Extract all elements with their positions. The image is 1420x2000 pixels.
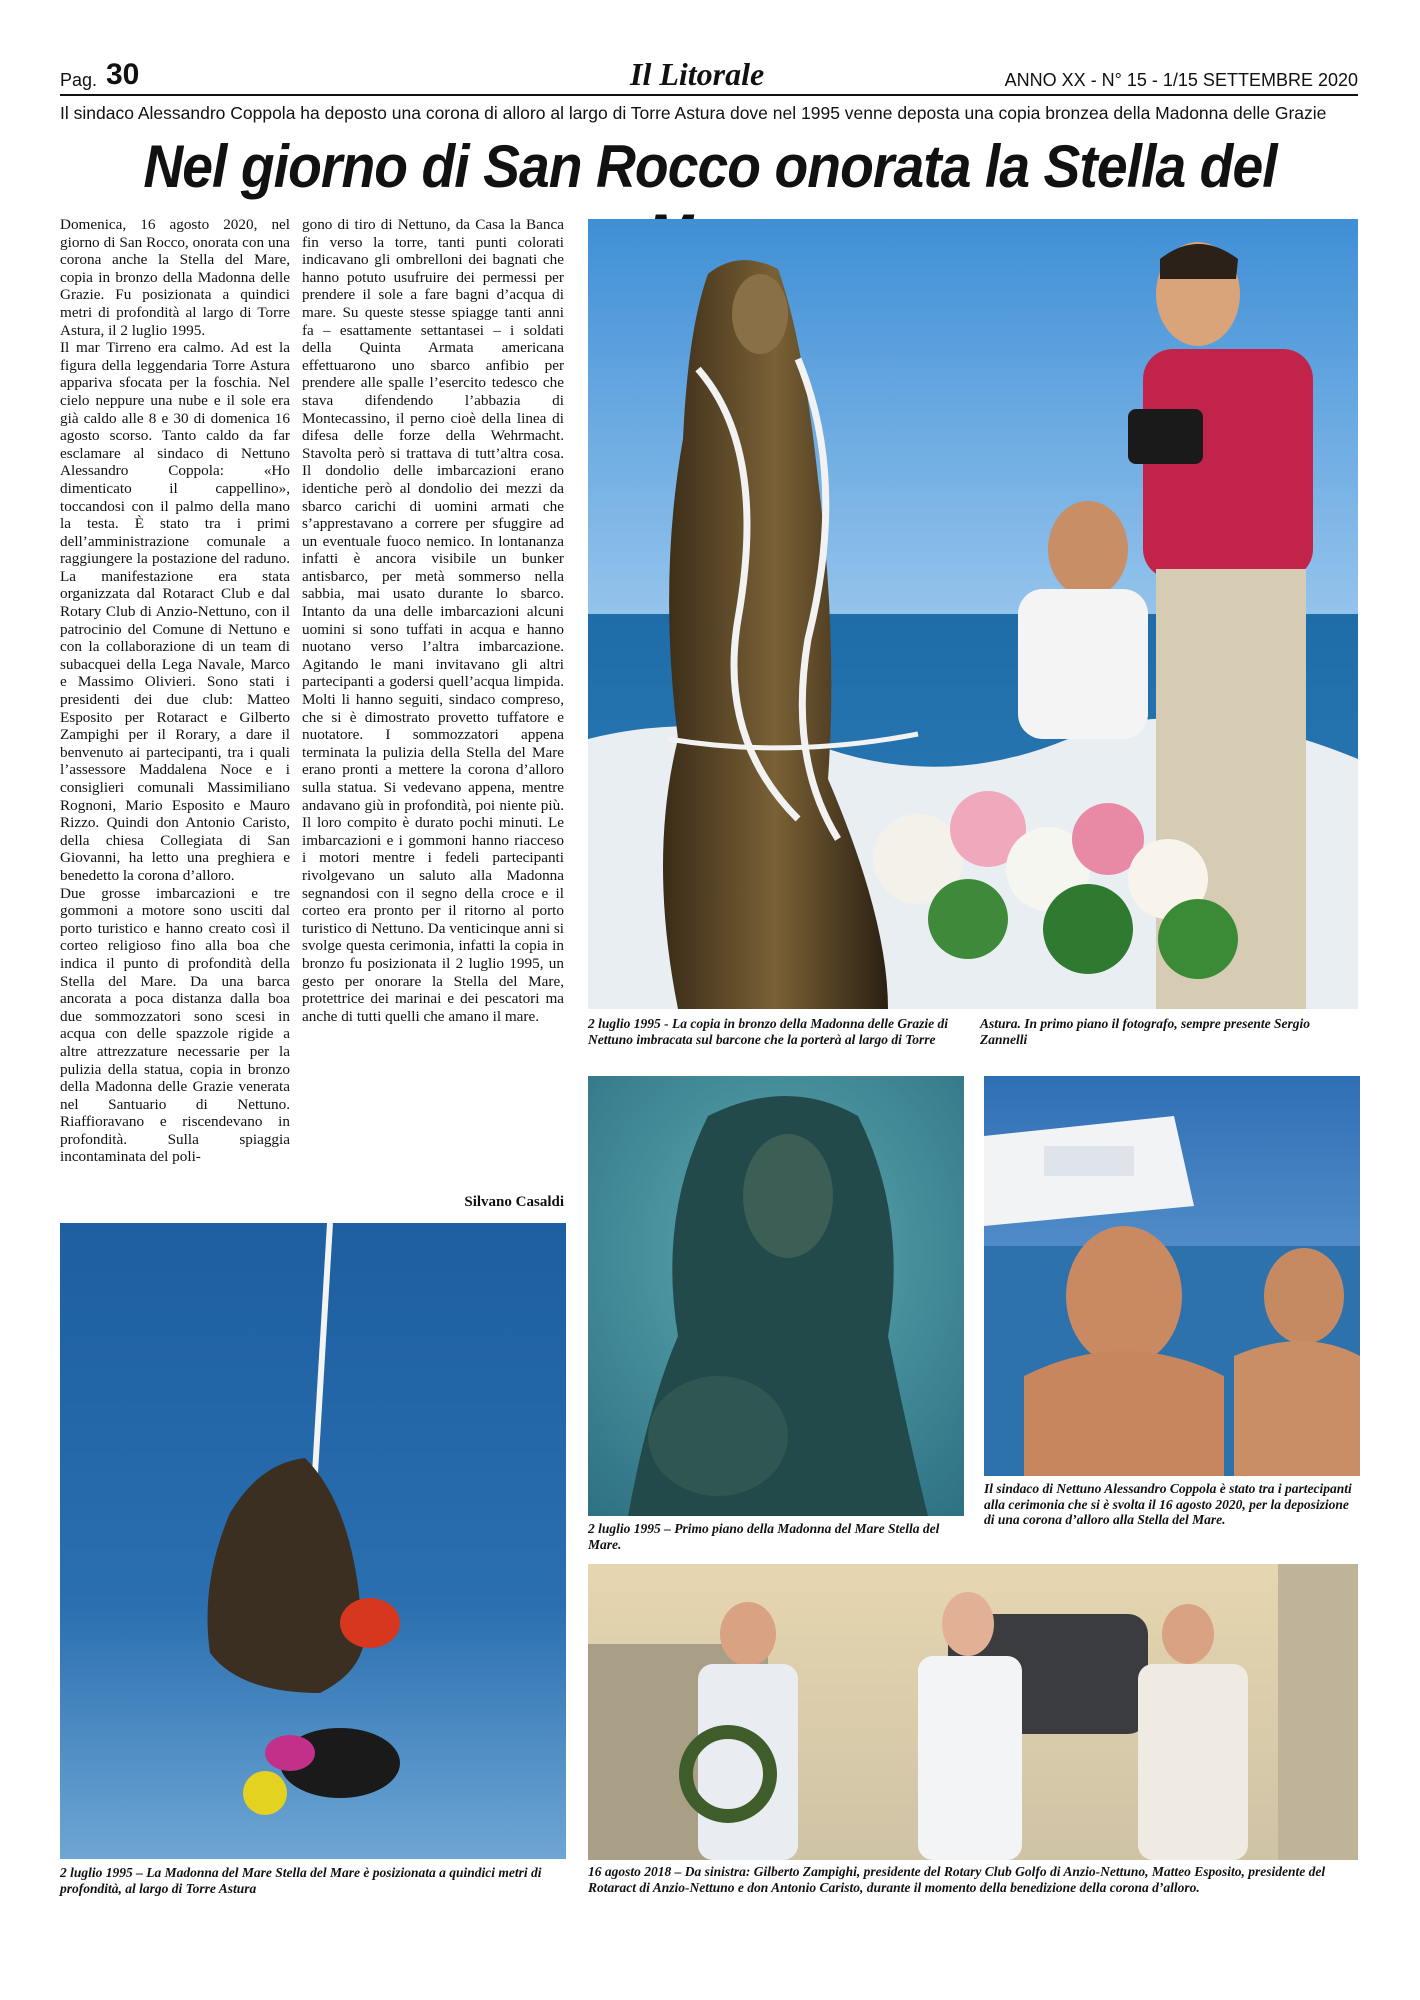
- photo-mayor-swim: [984, 1076, 1360, 1476]
- photo-presidents-image: [588, 1564, 1358, 1860]
- photo-statue-closeup-image: [588, 1076, 964, 1516]
- header-rule: [60, 94, 1358, 96]
- caption-mayor-swim: Il sindaco di Nettuno Alessandro Coppola è stato tra i partecipanti alla cerimonia che si è svolta il 16 agosto 2020, per la deposizione di una corona d’alloro alla Stella del Mare.: [984, 1481, 1352, 1527]
- caption-presidents: 16 agosto 2018 – Da sinistra: Gilberto Zampighi, presidente del Rotary Club Golfo di Anzio-Nettuno, Matteo Esposito, presidente del Rotaract di Anzio-Nettuno e don Antonio Caristo, durante il momento della benedizione della corona d’alloro.: [588, 1864, 1326, 1895]
- page-label: Pag.: [60, 70, 98, 90]
- kicker: Il sindaco Alessandro Coppola ha deposto una corona di alloro al largo di Torre Astura dove nel 1995 venne deposta una copia bronzea della Madonna delle Grazie: [60, 103, 1327, 123]
- paragraph: Due grosse imbarcazioni e tre gommoni a motore sono usciti dal porto turistico e hanno creato così il corteo religioso fino alla boa che indica il punto di profondità della Stella del Mare. Da una barca ancorata a poca distanza dalla boa due sommozzatori sono scesi in acqua con delle spazzole rigide a altre attrezzature necessarie per la pulizia della statua, copia in bronzo della Madonna delle Grazie venerata nel Santuario di Nettuno. Riaffioravano e riscendevano in profondità. Sulla spiaggia incontaminata del poli-: [60, 884, 290, 1166]
- caption-divers: 2 luglio 1995 – La Madonna del Mare Stella del Mare è posizionata a quindici metri di profondità, al largo di Torre Astura: [60, 1865, 542, 1896]
- photo-mayor-swim-image: [984, 1076, 1360, 1476]
- photo-divers-image: [60, 1223, 566, 1859]
- photo-statue-closeup: [588, 1076, 964, 1516]
- article-column-2: [302, 216, 564, 1216]
- masthead: Il Litorale: [630, 56, 765, 92]
- photo-statue-on-boat: [588, 219, 1358, 1009]
- issue-info: ANNO XX - N° 15 - 1/15 SETTEMBRE 2020: [1004, 70, 1358, 90]
- paragraph: Domenica, 16 agosto 2020, nel giorno di San Rocco, onorata con una corona anche la Stella del Mare, copia in bronzo della Madonna delle Grazie. Fu posizionata a quindici metri di profondità al largo di Torre Astura, il 2 luglio 1995.: [60, 216, 290, 339]
- article-column-1: [60, 216, 290, 1216]
- paragraph: Il mar Tirreno era calmo. Ad est la figura della leggendaria Torre Astura appariva sfocata per la foschia. Nel cielo neppure una nube e il sole era già caldo alle 8 e 30 di domenica 16 agosto scorso. Tanto caldo da far esclamare al sindaco di Nettuno Alessandro Coppola: «Ho dimenticato il cappellino», toccandosi con il palmo della mano la testa. È stato tra i primi dell’amministrazione comunale a raggiungere la postazione del raduno. La manifestazione era stata organizzata dal Rotaract Club e dal Rotary Club di Anzio-Nettuno, con il patrocinio del Comune di Nettuno e con la collaborazione di un team di subacquei della Lega Navale, Marco e Massimo Olivieri. Sono stati i presidenti dei due club: Matteo Esposito per Rotaract e Gilberto Zampighi per il Rorary, a dare il benvenuto ai partecipanti, tra i quali l’assessore Maddalena Noce e i consiglieri comunali Massimiliano Rognoni, Mario Esposito e Mauro Rizzo. Quindi don Antonio Caristo, della chiesa Collegiata di San Giovanni, ha letto una preghiera e benedetto la corona d’alloro.: [60, 339, 290, 884]
- photo-presidents: [588, 1564, 1358, 1860]
- author-signature: Silvano Casaldi: [464, 1194, 564, 1210]
- caption-statue-closeup: 2 luglio 1995 – Primo piano della Madonna del Mare Stella del Mare.: [588, 1521, 940, 1552]
- page-number: 30: [106, 58, 140, 91]
- photo-statue-on-boat-image: [588, 219, 1358, 1009]
- caption-statue-on-boat: 2 luglio 1995 - La copia in bronzo della Madonna delle Grazie di Nettuno imbracata sul barcone che la porterà al largo di Torre Astura. In primo piano il fotografo, sempre presente Sergio Zannelli: [588, 1016, 1311, 1047]
- photo-divers: [60, 1223, 566, 1859]
- paragraph: gono di tiro di Nettuno, da Casa la Banca fin verso la torre, tanti punti colorati indicavano gli ombrelloni dei bagnati che hanno potuto usufruire dei permessi per prendere il sole a fare bagni d’acqua di mare. Su queste stesse spiagge tanti anni fa – esattamente settantasei – i soldati della Quinta Armata americana effettuarono uno sbarco anfibio per prendere alle spalle l’esercito tedesco che stava difendendo l’abbazia di Montecassino, il perno cioè della linea di difesa delle forze della Wehrmacht. Stavolta però si trattava di tutt’altra cosa. Il dondolio delle imbarcazioni erano identiche però al dondolio dei mezzi da sbarco carichi di uomini armati che s’apprestavano a correre per sfuggire ad un eventuale fuoco nemico. In lontananza infatti è ancora visibile un bunker antisbarco, per metà sommerso nella sabbia, mai usato durante lo sbarco. Intanto da una delle imbarcazioni alcuni uomini si sono tuffati in acqua e hanno nuotano verso l’altra imbarcazione. Agitando le mani invitavano gli altri partecipanti a godersi quell’acqua limpida. Molti li hanno seguiti, sindaco compreso, che si è dimostrato provetto tuffatore e nuotatore. I sommozzatori appena terminata la pulizia della Stella del Mare erano pronti a mettere la corona d’alloro sulla statua. Si vedevano appena, mentre andavano giù in profondità, poi niente più. Il loro compito è durato pochi minuti. Le imbarcazioni e i gommoni hanno riacceso i motori mentre i fedeli partecipanti rivolgevano un saluto alla Madonna segnandosi con il segno della croce e il corteo era pronto per il ritorno al porto turistico di Nettuno. Da venticinque anni si svolge questa cerimonia, infatti la copia in bronzo fu posizionata il 2 luglio 1995, un gesto per onorare la Stella del Mare, protettrice dei marinai e dei pescatori ma anche di tutti quelli che amano il mare.: [302, 216, 564, 1025]
- headline: Nel giorno di San Rocco onorata la Stella del: [143, 133, 1277, 200]
